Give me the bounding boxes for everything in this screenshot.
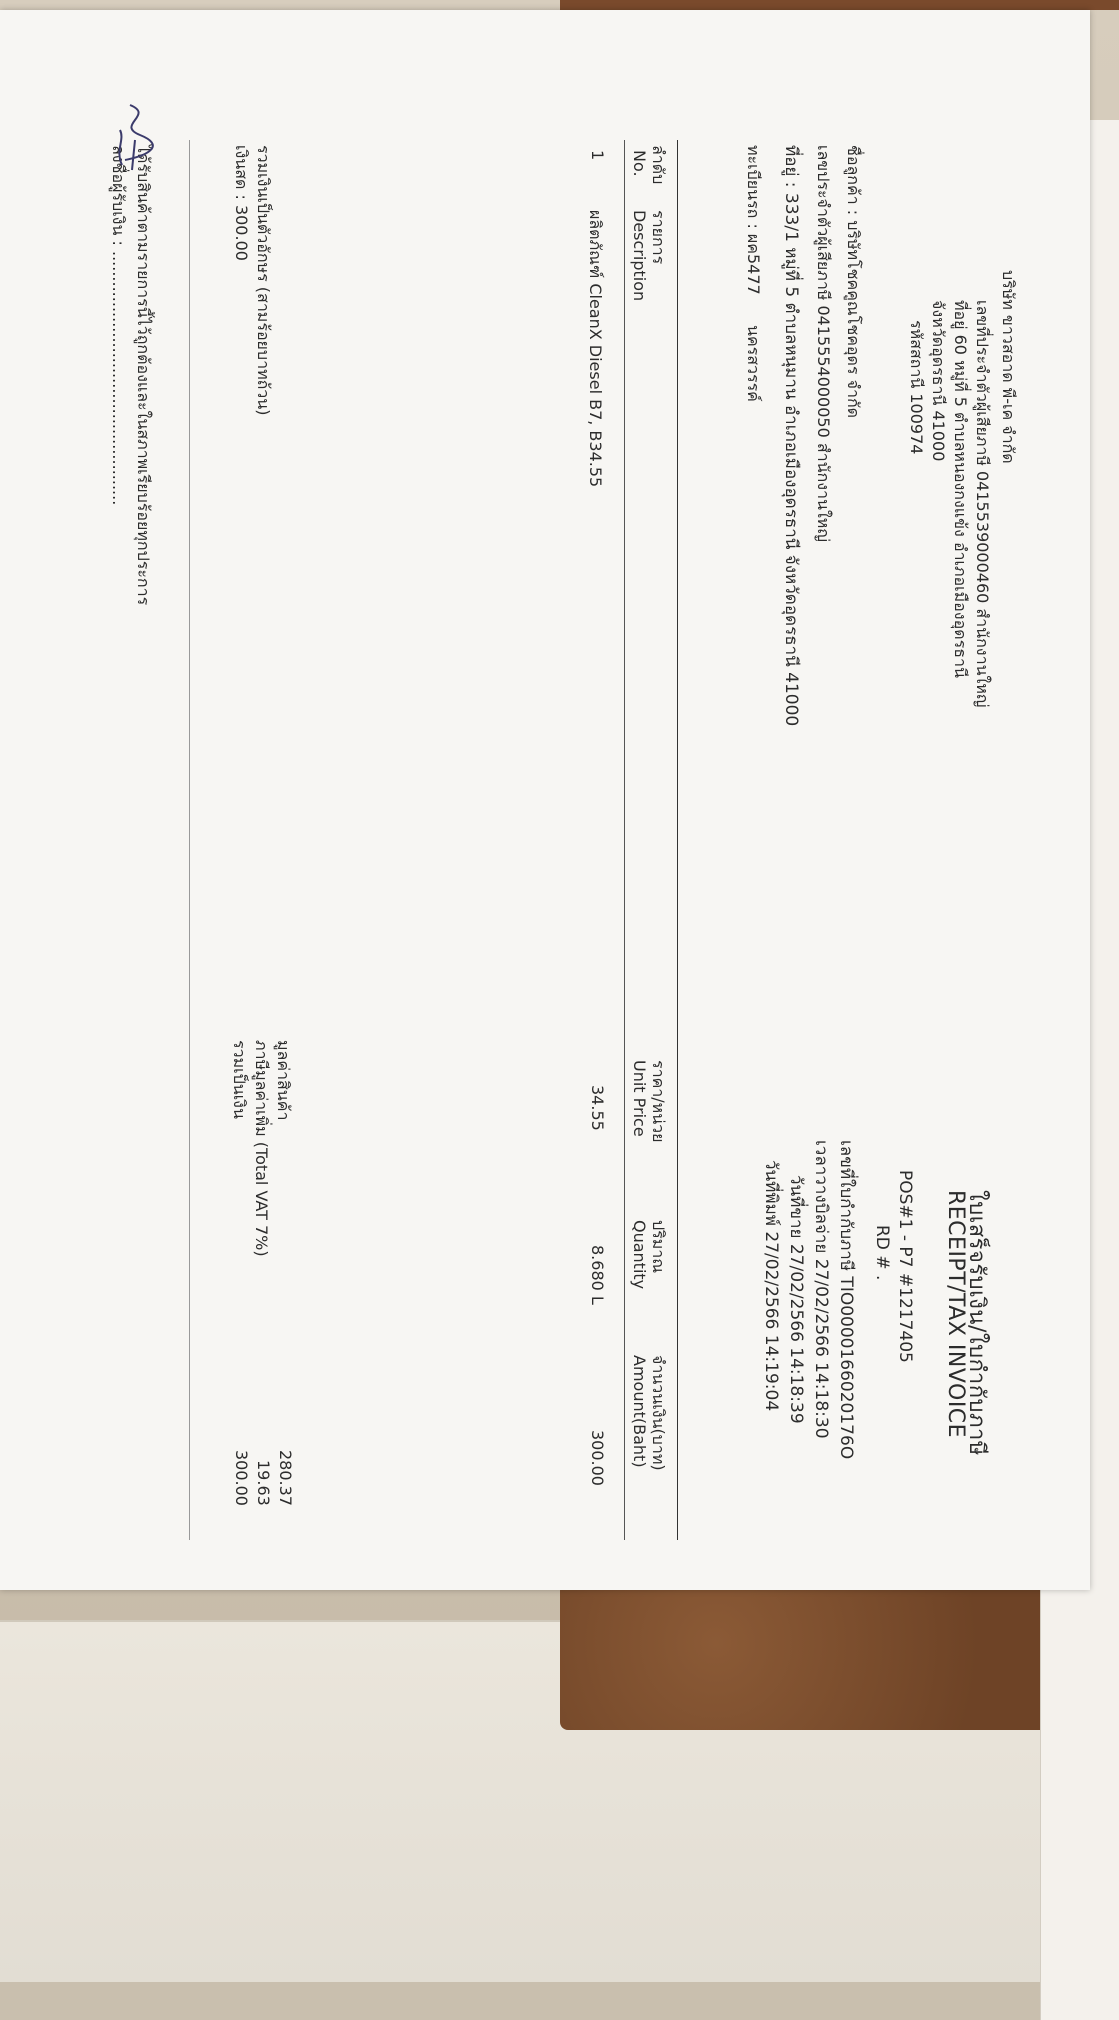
row-quantity: 8.680 L xyxy=(588,1245,607,1305)
total-value: 300.00 xyxy=(232,1450,251,1506)
sale-date: วันที่ขาย 27/02/2566 14:18:39 xyxy=(786,1175,806,1424)
table-top-rule xyxy=(677,140,678,1540)
col-header-no-en: No. xyxy=(630,150,649,177)
col-header-price-en: Unit Price xyxy=(630,1060,649,1137)
cork-board xyxy=(560,1585,1080,1730)
tax-invoice-number: เลขที่ใบกำกับภาษี TIO0000166020176O xyxy=(836,1140,856,1460)
print-date: วันที่พิมพ์ 27/02/2566 14:19:04 xyxy=(761,1160,781,1412)
rd-number: RD # . xyxy=(872,1225,892,1281)
bill-time: เวลาวางบิลจ่าย 27/02/2566 14:18:30 xyxy=(811,1140,831,1439)
col-header-desc: รายการ xyxy=(649,210,668,265)
vat-value: 19.63 xyxy=(254,1460,273,1506)
col-header-amount: จำนวนเงิน(บาท) xyxy=(649,1355,668,1471)
totals-rule xyxy=(189,140,190,1540)
row-amount: 300.00 xyxy=(588,1430,607,1486)
company-tax-id: เลขที่ประจำตัวผู้เสียภาษี 0415539000460 สำนักงานใหญ่ xyxy=(973,300,992,708)
col-header-qty: ปริมาณ xyxy=(649,1220,668,1274)
vehicle-plate: ทะเบียนรถ : ผค5477 xyxy=(744,145,763,295)
vehicle-province: นครสวรรค์ xyxy=(744,325,763,402)
customer-name: ชื่อลูกค้า : บริษัทโชคคูณโชคอุดร จำกัด xyxy=(844,145,863,419)
company-address-line2: จังหวัดอุดรธานี 41000 xyxy=(929,300,948,462)
amount-in-words: รวมเงินเป็นตัวอักษร (สามร้อยบาทถ้วน) xyxy=(254,145,273,416)
col-header-no: ลำดับ xyxy=(649,145,668,185)
row-no: 1 xyxy=(588,150,607,161)
customer-tax-id: เลขประจำตัวผู้เสียภาษี 0415554000050 สำนักงานใหญ่ xyxy=(814,145,833,542)
table-header-rule xyxy=(624,140,625,1540)
row-unit-price: 34.55 xyxy=(588,1085,607,1131)
goods-value: 280.37 xyxy=(276,1450,295,1506)
col-header-amount-en: Amount(Baht) xyxy=(630,1355,649,1468)
customer-address: ที่อยู่ : 333/1 หมู่ที่ 5 ตำบลหนุมาน อำเภอเมืองอุดรธานี จังหวัดอุดรธานี 41000 xyxy=(781,145,801,727)
total-label: รวมเป็นเงิน xyxy=(230,1040,249,1119)
col-header-desc-en: Description xyxy=(630,210,649,302)
goods-value-label: มูลค่าสินค้า xyxy=(274,1040,293,1121)
col-header-qty-en: Quantity xyxy=(630,1220,649,1290)
doc-title-thai: ใบเสร็จรับเงิน/ใบกำกับภาษี xyxy=(964,1190,989,1456)
pos-number: POS#1 - P7 #1217405 xyxy=(895,1170,915,1363)
wood-edge xyxy=(560,0,1119,10)
company-name: บริษัท ขาวสอาด พี-เค จำกัด xyxy=(999,270,1018,464)
receipt-note: ได้รับสินค้าตามรายการนี้ไว้ถูกต้องและในสภาพเรียบร้อยทุกประการ xyxy=(134,145,153,606)
row-description: ผลิตภัณฑ์ CleanX Diesel B7, B34.55 xyxy=(586,210,605,488)
receipt-paper xyxy=(0,10,1090,1590)
vat-label: ภาษีมูลค่าเพิ่ม (Total VAT 7%) xyxy=(252,1040,271,1257)
doc-title-english: RECEIPT/TAX INVOICE xyxy=(943,1190,968,1439)
station-code: รหัสสถานี 100974 xyxy=(907,320,926,455)
company-address-line1: ที่อยู่ 60 หมู่ที่ 5 ตำบลหนองกงแข้ง อำเภอเมืองอุดรธานี xyxy=(951,300,970,678)
col-header-price: ราคา/หน่วย xyxy=(649,1060,668,1143)
receiver-signature-line: ลงชื่อผู้รับเงิน : .................................................. xyxy=(109,145,128,506)
cash-paid: เงินสด : 300.00 xyxy=(232,145,251,261)
handwritten-signature xyxy=(110,100,160,180)
